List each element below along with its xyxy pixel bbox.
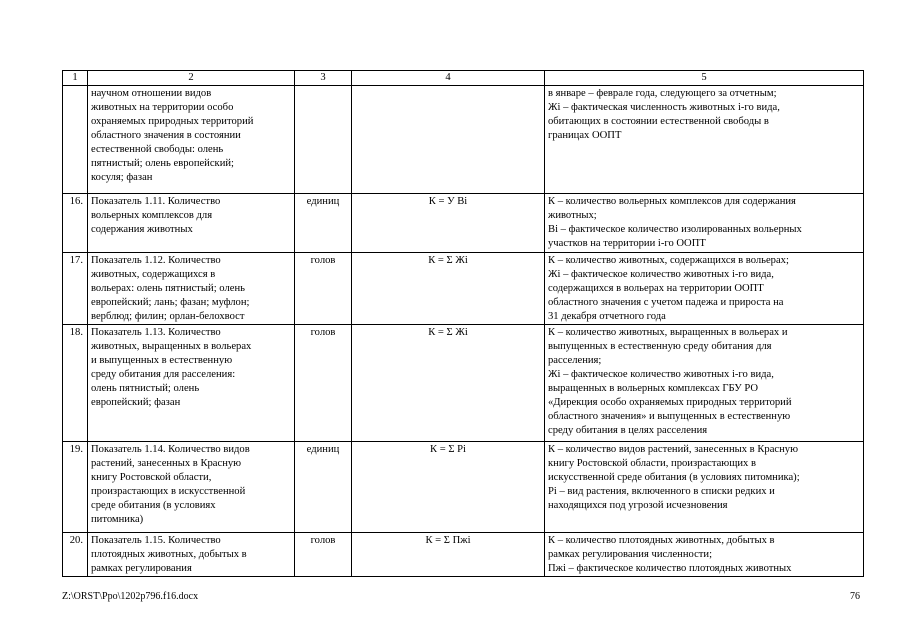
formula-cell: К = Σ Пжi	[352, 533, 545, 577]
description-text-line: границах ООПТ	[548, 130, 622, 141]
formula-cell: К = Σ Жi	[352, 325, 545, 442]
formula-cell	[352, 86, 545, 194]
indicator-cell	[88, 325, 295, 442]
table-row	[63, 442, 864, 533]
header-col-2: 2	[88, 71, 295, 86]
description-text-line: «Дирекция особо охраняемых природных территорий	[548, 397, 792, 408]
description-text-line: находящихся под угрозой исчезновения	[548, 500, 728, 511]
table-row	[63, 533, 864, 577]
table-row	[63, 325, 864, 442]
description-text-line: книгу Ростовской области, произрастающих в	[548, 458, 756, 469]
indicator-text-line: областного значения в состоянии	[91, 130, 241, 141]
table-row	[63, 86, 864, 194]
unit-cell: голов	[295, 533, 352, 577]
indicator-text-line: вольерных комплексов для	[91, 210, 213, 221]
indicator-text-line: животных, выращенных в вольерах	[91, 341, 252, 352]
description-text-line: рамках регулирования численности;	[548, 549, 713, 560]
indicator-text-line: олень пятнистый; олень	[91, 383, 200, 394]
indicator-cell	[88, 86, 295, 194]
indicator-text-line: косуля; фазан	[91, 172, 153, 183]
unit-cell: голов	[295, 253, 352, 325]
description-text-line: Жi – фактическая численность животных i-го вида,	[548, 102, 780, 113]
unit-cell: единиц	[295, 194, 352, 253]
description-text-line: выращенных в вольерных комплексах ГБУ РО	[548, 383, 759, 394]
description-text-line: Жi – фактическое количество животных i-го вида,	[548, 269, 774, 280]
indicator-text-line: книгу Ростовской области,	[91, 472, 212, 483]
description-text-line: содержащихся в вольерах на территории ООПТ	[548, 283, 764, 294]
indicator-text-line: и выпущенных в естественную	[91, 355, 233, 366]
indicator-text-line: европейский; лань; фазан; муфлон;	[91, 297, 250, 308]
indicator-text-line: животных, содержащихся в	[91, 269, 216, 280]
description-text-line: 31 декабря отчетного года	[548, 311, 666, 322]
description-text-line: К – количество животных, выращенных в вольерах и	[548, 327, 788, 338]
description-text-line: Вi – фактическое количество изолированных вольерных	[548, 224, 802, 235]
description-text-line: К – количество вольерных комплексов для содержания	[548, 196, 796, 207]
formula-cell: К = У Вi	[352, 194, 545, 253]
description-text-line: К – количество животных, содержащихся в вольерах;	[548, 255, 789, 266]
indicator-text-line: среде обитания (в условиях	[91, 500, 216, 511]
indicator-text-line: европейский; фазан	[91, 397, 181, 408]
description-text-line: в январе – феврале года, следующего за отчетным;	[548, 88, 777, 99]
indicator-cell	[88, 442, 295, 533]
description-text-line: среду обитания в целях расселения	[548, 425, 708, 436]
indicator-text-line: пятнистый; олень европейский;	[91, 158, 234, 169]
description-text-line: животных;	[548, 210, 597, 221]
description-text-line: участков на территории i-го ООПТ	[548, 238, 706, 249]
row-number: 18.	[63, 325, 88, 442]
indicator-text-line: Показатель 1.15. Количество	[91, 535, 221, 546]
indicator-text-line: среду обитания для расселения:	[91, 369, 236, 380]
formula-cell: К = Σ Рi	[352, 442, 545, 533]
indicator-text-line: Показатель 1.14. Количество видов	[91, 444, 250, 455]
footer-file-path: Z:\ORST\Ppo\1202p796.f16.docx	[62, 591, 199, 602]
unit-cell: голов	[295, 325, 352, 442]
header-col-4: 4	[352, 71, 545, 86]
unit-cell: единиц	[295, 442, 352, 533]
table-row	[63, 194, 864, 253]
indicator-text-line: плотоядных животных, добытых в	[91, 549, 247, 560]
row-number: 19.	[63, 442, 88, 533]
description-text-line: выпущенных в естественную среду обитания для	[548, 341, 772, 352]
indicator-text-line: произрастающих в искусственной	[91, 486, 246, 497]
description-text-line: обитающих в состоянии естественной свободы в	[548, 116, 769, 127]
indicator-cell	[88, 533, 295, 577]
description-text-line: Пжi – фактическое количество плотоядных животных	[548, 563, 792, 574]
indicator-text-line: питомника)	[91, 514, 144, 525]
indicator-text-line: Показатель 1.11. Количество	[91, 196, 221, 207]
indicator-text-line: естественной свободы: олень	[91, 144, 224, 155]
indicator-text-line: вольерах: олень пятнистый; олень	[91, 283, 245, 294]
description-cell	[545, 442, 864, 533]
table-row	[63, 253, 864, 325]
indicator-text-line: охраняемых природных территорий	[91, 116, 254, 127]
indicator-text-line: верблюд; филин; орлан-белохвост	[91, 311, 245, 322]
header-col-3: 3	[295, 71, 352, 86]
description-text-line: К – количество видов растений, занесенных в Красную	[548, 444, 798, 455]
indicator-cell	[88, 194, 295, 253]
indicators-table	[62, 70, 864, 577]
unit-cell	[295, 86, 352, 194]
description-text-line: К – количество плотоядных животных, добытых в	[548, 535, 775, 546]
indicator-text-line: рамках регулирования	[91, 563, 192, 574]
row-number: 16.	[63, 194, 88, 253]
description-text-line: областного значения» и выпущенных в естественную	[548, 411, 791, 422]
indicator-text-line: животных на территории особо	[91, 102, 234, 113]
description-text-line: расселения;	[548, 355, 602, 366]
header-col-1: 1	[63, 71, 88, 86]
row-number	[63, 86, 88, 194]
indicator-text-line: Показатель 1.13. Количество	[91, 327, 221, 338]
row-number: 17.	[63, 253, 88, 325]
row-number: 20.	[63, 533, 88, 577]
header-col-5: 5	[545, 71, 864, 86]
indicator-text-line: содержания животных	[91, 224, 193, 235]
description-text-line: Жi – фактическое количество животных i-го вида,	[548, 369, 774, 380]
description-text-line: областного значения с учетом падежа и прироста на	[548, 297, 784, 308]
description-text-line: искусственной среде обитания (в условиях питомника);	[548, 472, 800, 483]
description-cell	[545, 325, 864, 442]
description-cell	[545, 194, 864, 253]
description-text-line: Рi – вид растения, включенного в списки редких и	[548, 486, 775, 497]
formula-cell: К = Σ Жi	[352, 253, 545, 325]
description-cell	[545, 86, 864, 194]
indicator-text-line: Показатель 1.12. Количество	[91, 255, 221, 266]
indicator-text-line: научном отношении видов	[91, 88, 212, 99]
table-header-row	[63, 71, 864, 86]
footer-page-number: 76	[850, 591, 860, 602]
description-cell	[545, 533, 864, 577]
indicator-cell	[88, 253, 295, 325]
description-cell	[545, 253, 864, 325]
indicator-text-line: растений, занесенных в Красную	[91, 458, 242, 469]
